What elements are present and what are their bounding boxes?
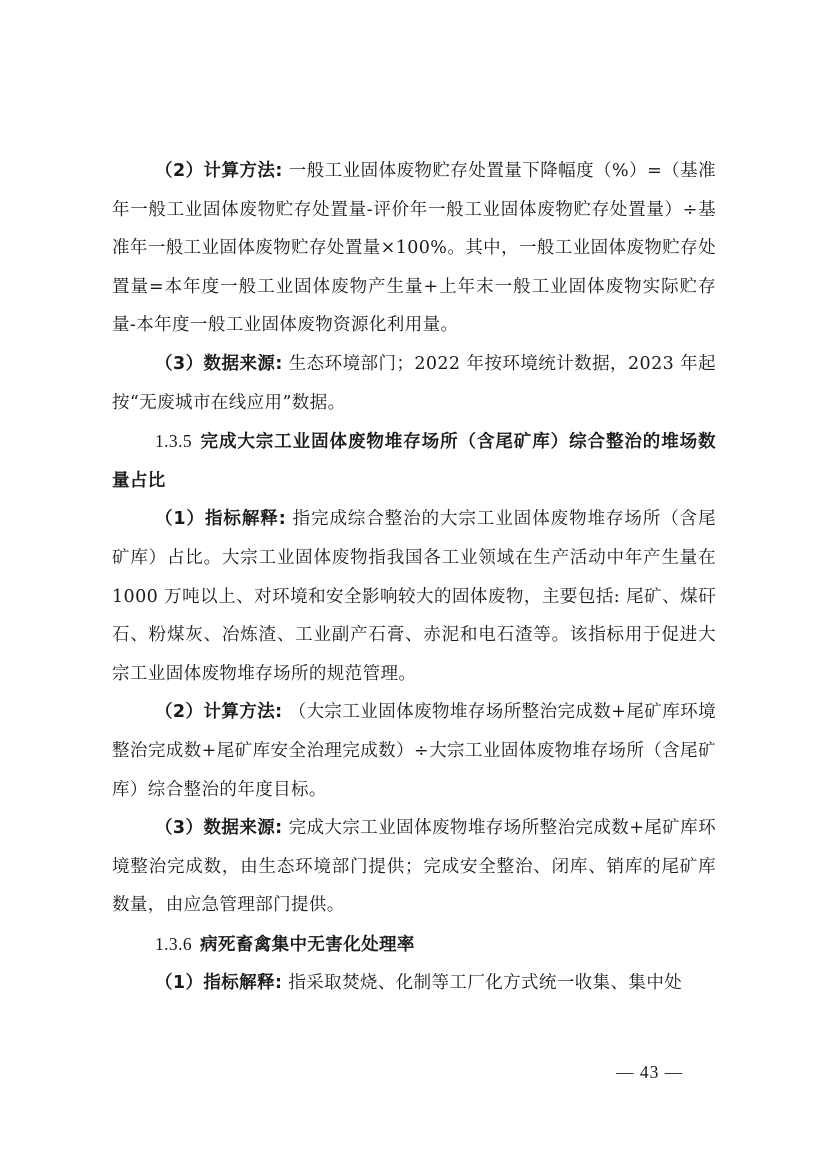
paragraph-text: 指完成综合整治的大宗工业固体废物堆存场所（含尾矿库）占比。大宗工业固体废物指我国各工业领域在生产活动中年产生量在 1000 万吨以上、对环境和安全影响较大的固体废物，主要包括: 尾矿、煤矸石、粉煤灰、冶炼渣、工业副产石膏、赤泥和电石渣等。该指标用于促进大宗工业固体废物堆存场所的规范管理。 <box>112 509 717 684</box>
paragraph-label: （1）指标解释: <box>155 509 287 530</box>
paragraph-text: 生态环境部门；2022 年按环境统计数据，2023 年起按“无废城市在线应用”数据。 <box>112 353 717 413</box>
paragraph-label: （3）数据来源: <box>155 353 283 374</box>
page-number: — 43 — <box>616 1062 684 1082</box>
paragraph-text: 指采取焚烧、化制等工厂化方式统一收集、集中处 <box>282 973 683 994</box>
paragraph-label: （1）指标解释: <box>155 973 283 994</box>
paragraph-calc-method <box>112 693 716 809</box>
paragraph-calc-method <box>112 152 716 345</box>
section-number: 1.3.5 <box>155 431 192 452</box>
paragraph-label: （3）数据来源: <box>155 818 283 839</box>
paragraph-text: 一般工业固体废物贮存处置量下降幅度（%）=（基准年一般工业固体废物贮存处置量-评价年一般工业固体废物贮存处置量）÷基准年一般工业固体废物贮存处置量×100%。其中，一般工业固体废物贮存处置量=本年度一般工业固体废物产生量+上年末一般工业固体废物实际贮存量-本年度一般工业固体废物资源化利用量。 <box>112 161 717 336</box>
paragraph-indicator-explanation <box>112 964 716 1003</box>
paragraph-label: （2）计算方法: <box>155 161 283 181</box>
section-title: 完成大宗工业固体废物堆存场所（含尾矿库）综合整治的堆场数量占比 <box>112 432 716 491</box>
paragraph-text: 完成大宗工业固体废物堆存场所整治完成数+尾矿库环境整治完成数，由生态环境部门提供；完成安全整治、闭库、销库的尾矿库数量，由应急管理部门提供。 <box>112 818 716 916</box>
paragraph-label: （2）计算方法: <box>155 702 283 723</box>
section-number: 1.3.6 <box>155 933 192 954</box>
section-heading-1-3-6 <box>112 925 716 965</box>
section-title: 病死畜禽集中无害化处理率 <box>200 934 415 955</box>
paragraph-text: （大宗工业固体废物堆存场所整治完成数+尾矿库环境整治完成数+尾矿库安全治理完成数）÷大宗工业固体废物堆存场所（含尾矿库）综合整治的年度目标。 <box>112 702 716 800</box>
body-text <box>112 152 716 1003</box>
paragraph-data-source <box>112 345 716 422</box>
section-heading-1-3-5 <box>112 422 716 500</box>
paragraph-indicator-explanation <box>112 500 716 693</box>
paragraph-data-source <box>112 809 716 925</box>
